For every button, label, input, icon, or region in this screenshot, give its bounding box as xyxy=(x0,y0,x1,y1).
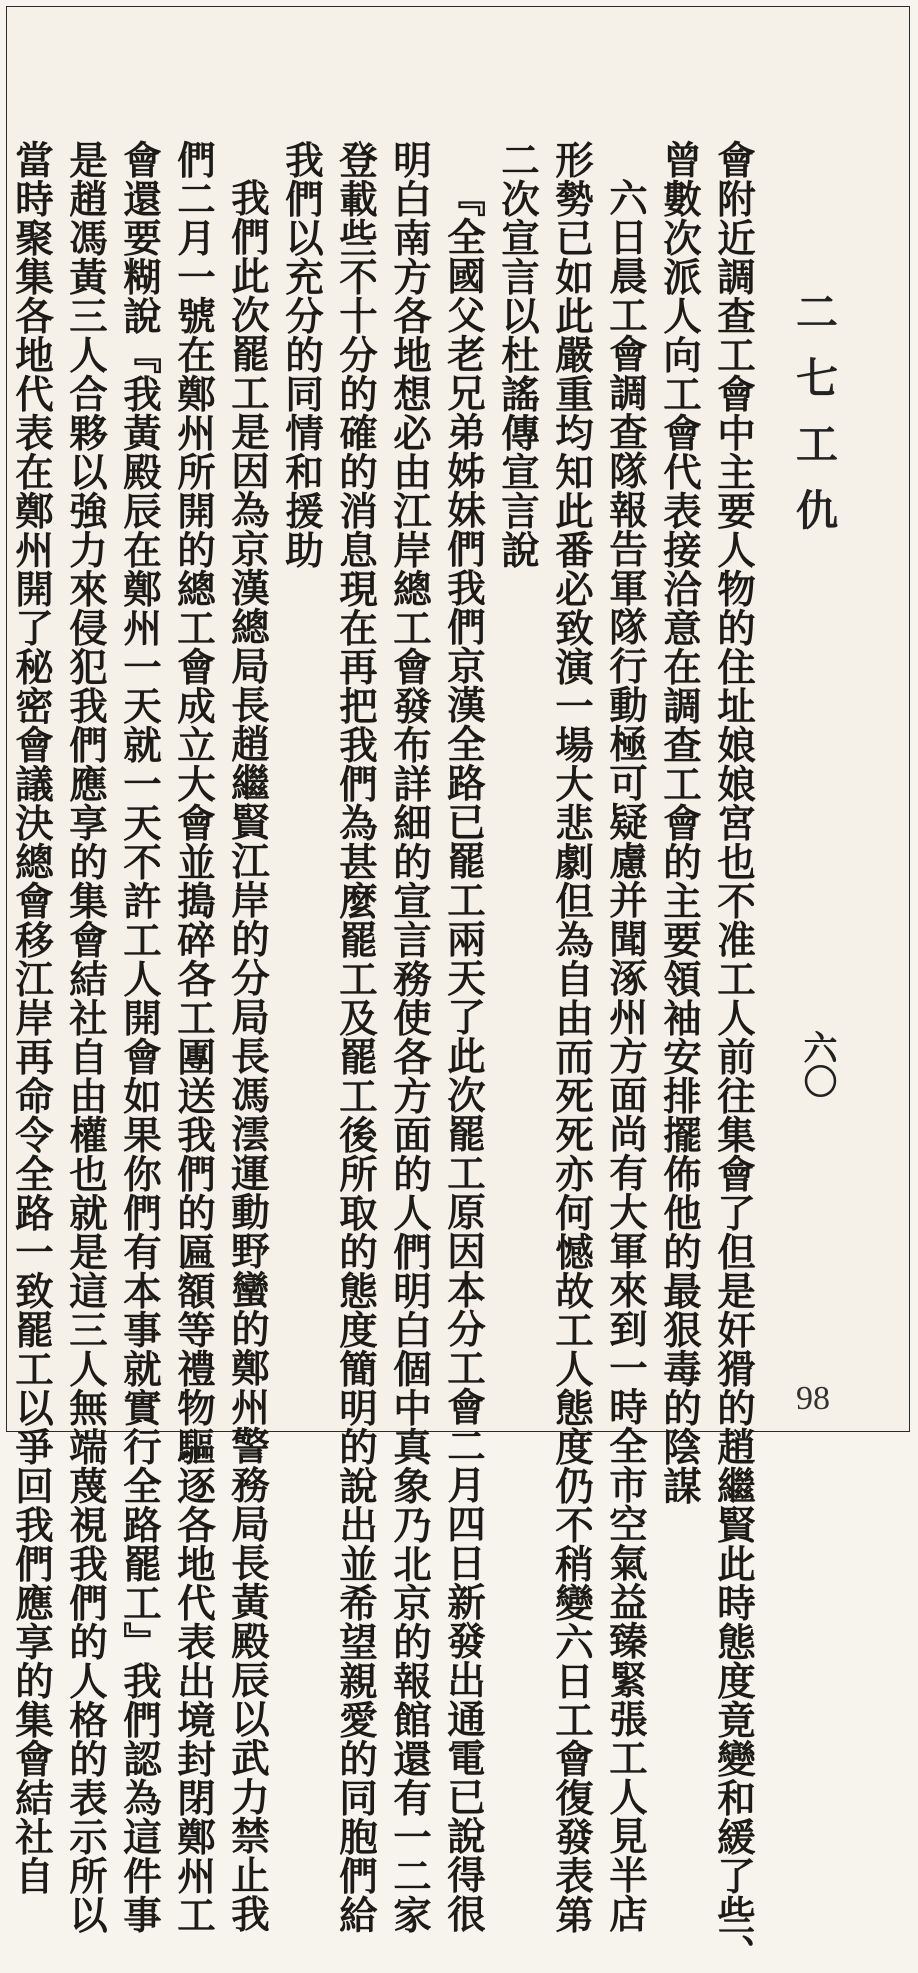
text-column: 六日晨工會調查隊報告軍隊行動極可疑慮并聞涿州方面尚有大軍來到一時全市空氣益臻緊張工人見半店 xyxy=(603,178,648,1933)
running-title: 二七工仇 xyxy=(790,290,839,554)
text-column: 會還要糊說『我黃殿辰在鄭州一天就一天不許工人開會如果你們有本事就實行全路罷工』我們認為這件事 xyxy=(117,140,162,1934)
text-column: 我們以充分的同情和援助 xyxy=(279,140,324,569)
text-column: 『全國父老兄弟姊妹們我們京漢全路已罷工兩天了此次罷工原因本分工會二月四日新發出通電已說得很 xyxy=(441,178,486,1933)
text-column: 形勢已如此嚴重均知此番必致演一場大悲劇但為自由而死死亦何憾故工人態度仍不稍變六日工會復發表第 xyxy=(549,140,594,1934)
page-number-chinese: 六〇 xyxy=(797,1030,837,1098)
text-column: 曾數次派人向工會代表接洽意在調查工會的主要領袖安排擺佈他的最狠毒的陰謀 xyxy=(657,140,702,1505)
text-column: 登載些不十分的確的消息現在再把我們為甚麼罷工及罷工後所取的態度簡明的說出並希望親愛的同胞們給 xyxy=(333,140,378,1934)
text-column: 是趙馮黃三人合夥以強力來侵犯我們應享的集會結社自由權也就是這三人無端蔑視我們的人格的表示所以 xyxy=(63,140,108,1934)
text-column: 二次宣言以杜謠傳宣言說 xyxy=(495,140,540,569)
text-column: 會附近調查工會中主要人物的住址娘娘宮也不准工人前往集會了但是奸猾的趙繼賢此時態度竟變和緩了些、 xyxy=(711,140,756,1973)
scan-page-number: 98 xyxy=(796,1380,830,1417)
text-column: 明白南方各地想必由江岸總工會發布詳細的宣言務使各方面的人們明白個中真象乃北京的報館還有一二家 xyxy=(387,140,432,1934)
text-column: 當時聚集各地代表在鄭州開了秘密會議決總會移江岸再命令全路一致罷工以爭回我們應享的集會結社自 xyxy=(9,140,54,1895)
body-text xyxy=(9,140,760,1973)
text-column: 們二月一號在鄭州所開的總工會成立大會並搗碎各工團送我們的匾額等禮物驅逐各地代表出境封閉鄭州工 xyxy=(171,140,216,1934)
text-column: 我們此次罷工是因為京漢總局長趙繼賢江岸的分局長馮澐運動野蠻的鄭州警務局長黃殿辰以武力禁止我 xyxy=(225,178,270,1933)
text-column xyxy=(0,140,4,1280)
